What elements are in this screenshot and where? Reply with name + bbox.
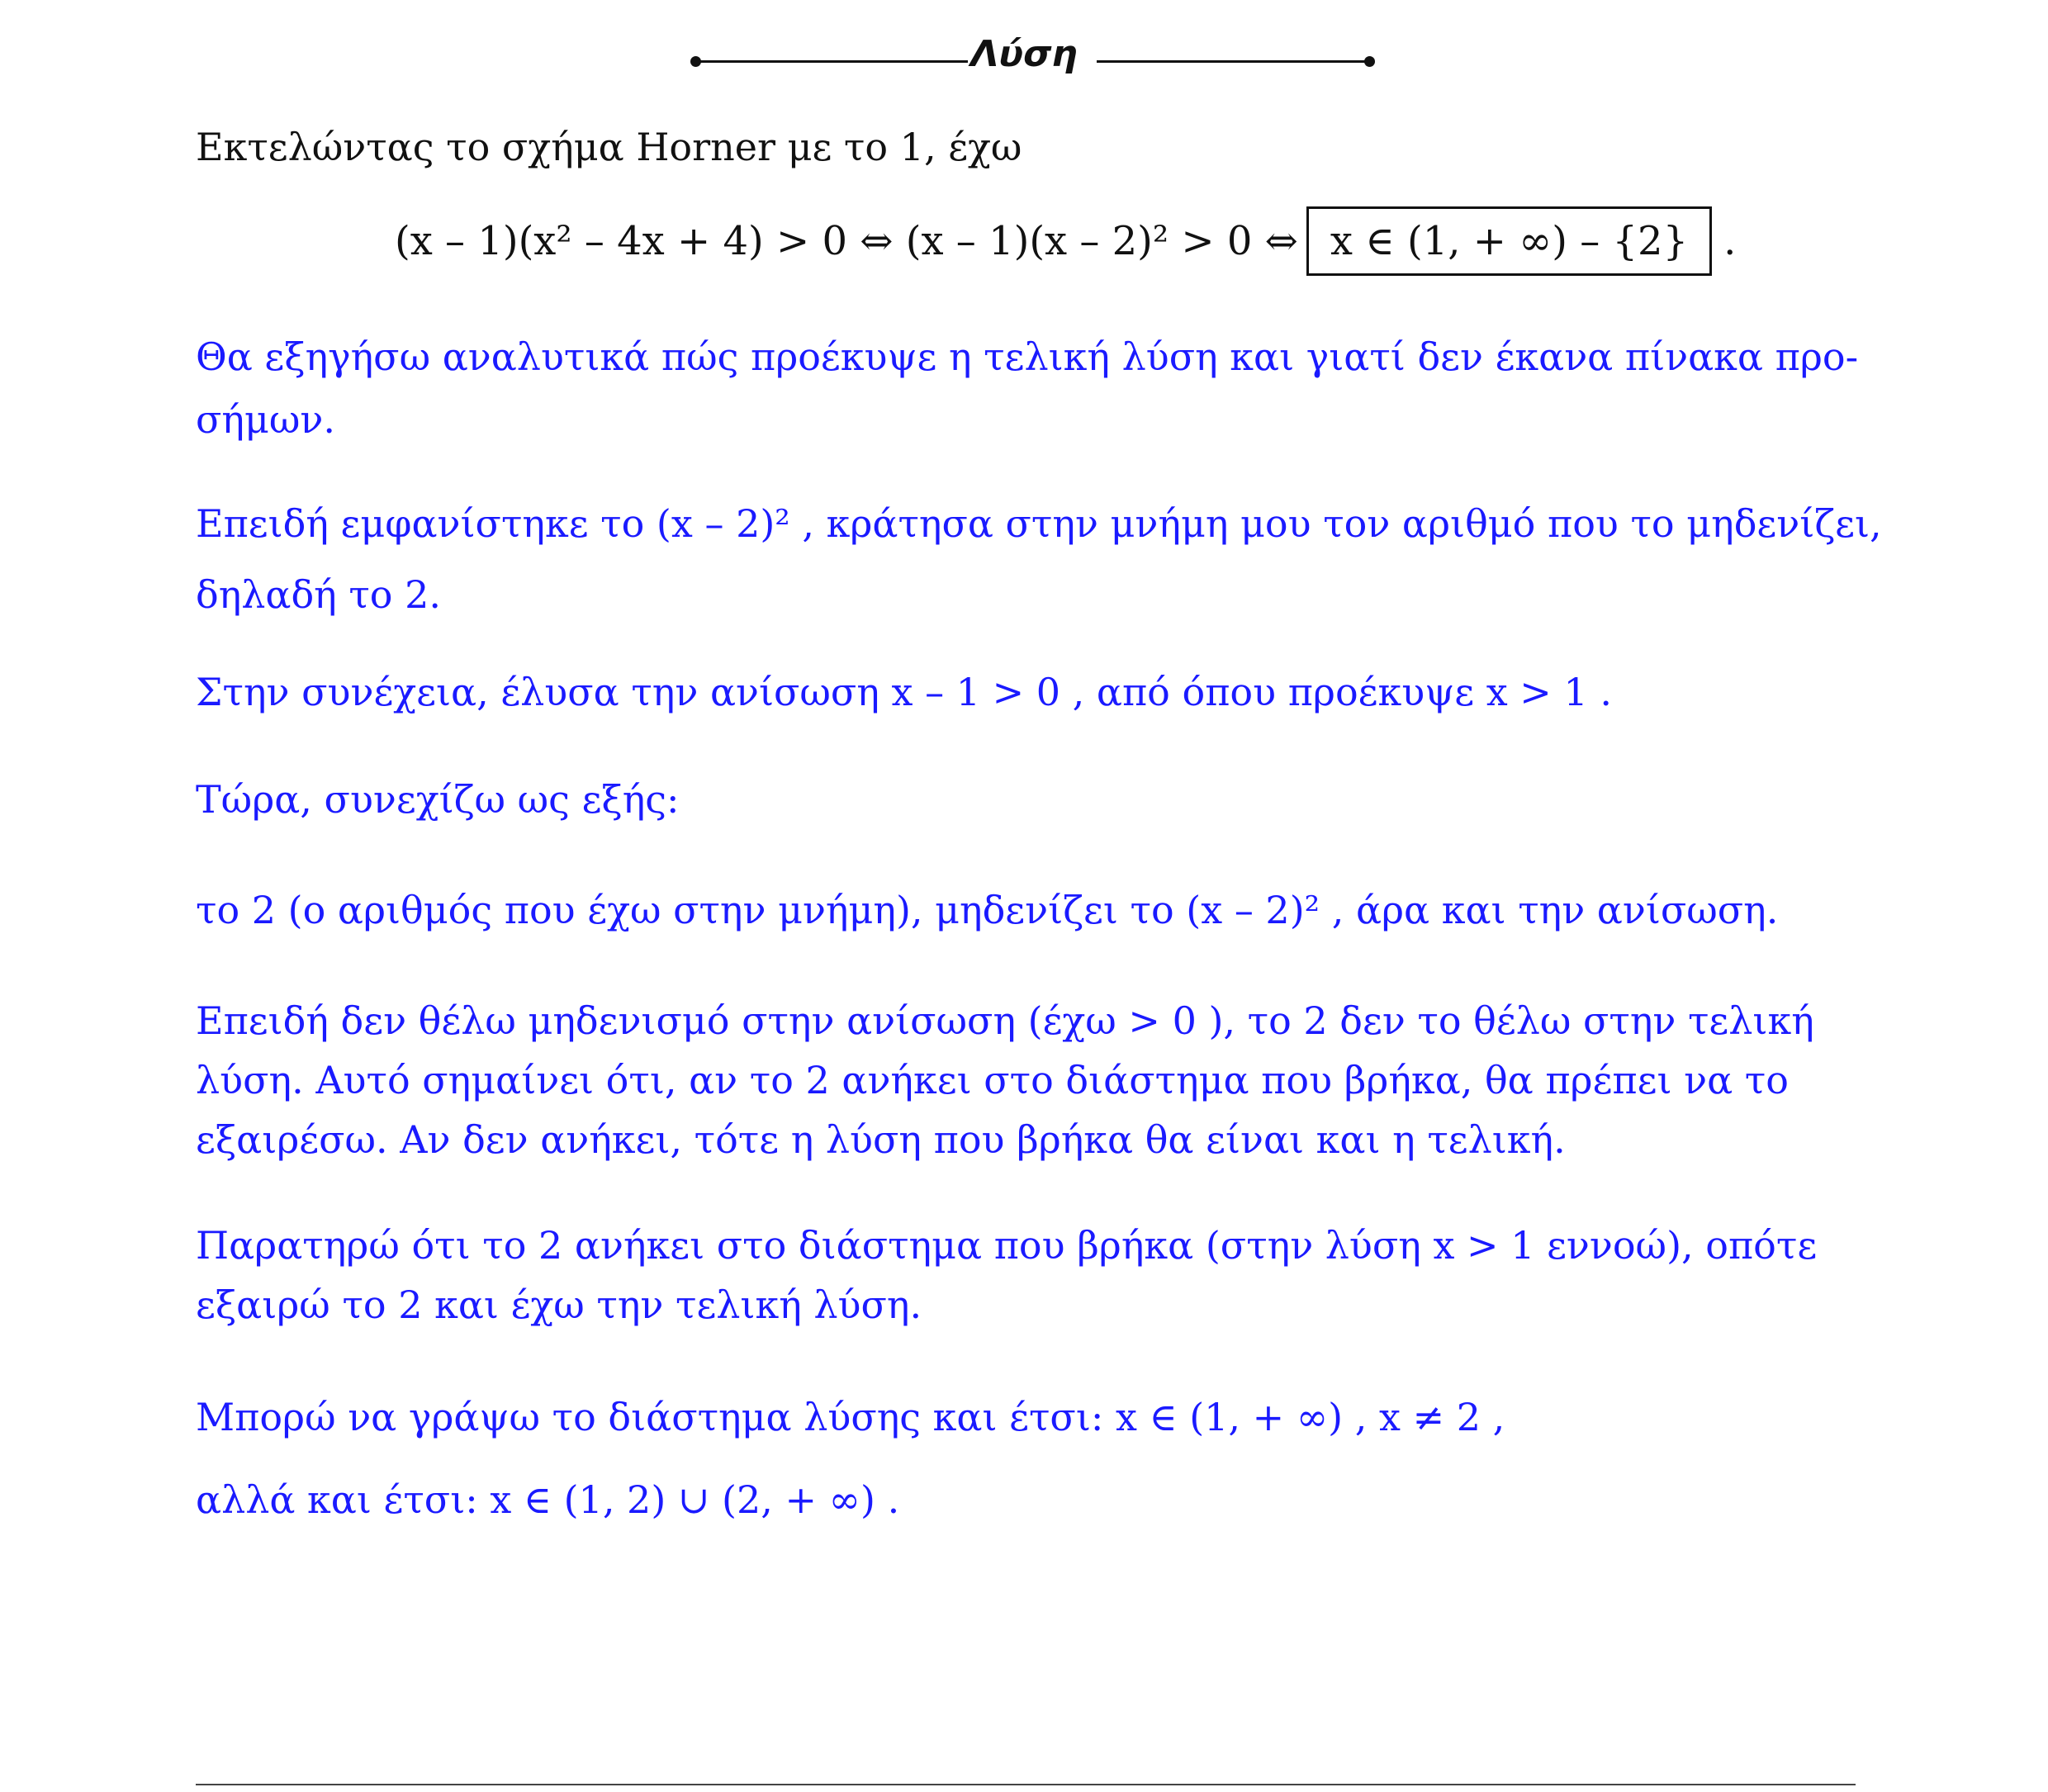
paragraph-4: Τώρα, συνεχίζω ως εξής: — [196, 777, 680, 822]
paragraph-2-line-1: Επειδή εμφανίστηκε το (x – 2)² , κράτησα στην μνήμη μου τον αριθμό που το μηδενίζει, — [196, 501, 1882, 546]
boxed-answer — [1306, 206, 1712, 276]
footer-rule — [196, 1784, 1856, 1785]
main-equation — [395, 198, 1736, 284]
header-right-rule — [1097, 60, 1369, 63]
paragraph-6-line-3: εξαιρέσω. Αν δεν ανήκει, τότε η λύση που βρήκα θα είναι και η τελική. — [196, 1117, 1566, 1162]
paragraph-1-line-1: Θα εξηγήσω αναλυτικά πώς προέκυψε η τελική λύση και γιατί δεν έκανα πίνακα προ- — [196, 334, 1859, 379]
paragraph-2-line-2: δηλαδή το 2. — [196, 572, 442, 617]
header-right-dot — [1364, 56, 1375, 67]
paragraph-8-line-1: Μπορώ να γράψω το διάστημα λύσης και έτσι: x ∈ (1, + ∞) , x ≠ 2 , — [196, 1395, 1505, 1439]
paragraph-7-line-2: εξαιρώ το 2 και έχω την τελική λύση. — [196, 1282, 922, 1327]
boxed-answer-text: x ∈ (1, + ∞) – {2} — [1330, 218, 1689, 264]
solution-header — [0, 33, 2048, 91]
paragraph-7-line-1: Παρατηρώ ότι το 2 ανήκει στο διάστημα που βρήκα (στην λύση x > 1 εννοώ), οπότε — [196, 1223, 1818, 1268]
equation-period: . — [1723, 218, 1737, 264]
header-title: Λύση — [970, 33, 1078, 75]
equation-lhs: (x – 1)(x² – 4x + 4) > 0 ⇔ (x – 1)(x – 2)² > 0 ⇔ — [395, 218, 1298, 264]
paragraph-6-line-2: λύση. Αυτό σημαίνει ότι, αν το 2 ανήκει στο διάστημα που βρήκα, θα πρέπει να το — [196, 1058, 1789, 1102]
header-left-rule — [695, 60, 968, 63]
paragraph-3: Στην συνέχεια, έλυσα την ανίσωση x – 1 > 0 , από όπου προέκυψε x > 1 . — [196, 670, 1612, 714]
paragraph-8-line-2: αλλά και έτσι: x ∈ (1, 2) ∪ (2, + ∞) . — [196, 1477, 900, 1522]
paragraph-5: το 2 (ο αριθμός που έχω στην μνήμη), μηδενίζει το (x – 2)² , άρα και την ανίσωση. — [196, 888, 1779, 932]
intro-text: Εκτελώντας το σχήμα Horner με το 1, έχω — [196, 125, 1022, 169]
paragraph-1-line-2: σήμων. — [196, 397, 335, 442]
paragraph-6-line-1: Επειδή δεν θέλω μηδενισμό στην ανίσωση (έχω > 0 ), το 2 δεν το θέλω στην τελική — [196, 998, 1814, 1043]
